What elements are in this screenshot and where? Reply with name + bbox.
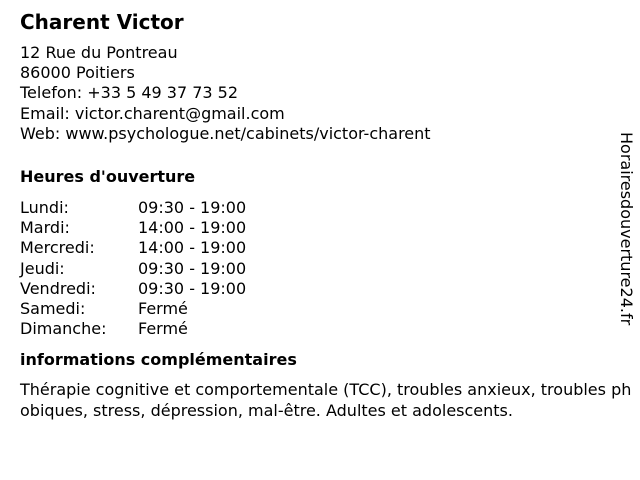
day-label: Jeudi: — [20, 258, 65, 278]
day-label: Mardi: — [20, 218, 70, 238]
hours-row-tuesday — [20, 218, 620, 238]
time-value: 09:30 - 19:00 — [138, 278, 247, 298]
time-value: 14:00 - 19:00 — [138, 218, 247, 238]
time-value: Fermé — [138, 319, 188, 339]
day-label: Dimanche: — [20, 319, 107, 339]
watermark-text: Horairesdouverture24.fr — [617, 132, 636, 326]
contact-block — [20, 43, 620, 144]
email-address: Email: victor.charent@gmail.com — [20, 103, 285, 123]
opening-hours-table — [20, 198, 620, 339]
hours-row-monday — [20, 198, 620, 218]
opening-hours-heading: Heures d'ouverture — [20, 167, 196, 187]
additional-info-text: Thérapie cognitive et comportementale (TCC), troubles anxieux, troubles phobiques, stress, dépression, mal-être. Adultes et adolescents. — [20, 380, 632, 421]
hours-row-wednesday — [20, 238, 620, 258]
business-name: Charent Victor — [20, 10, 184, 34]
hours-row-sunday — [20, 319, 620, 339]
hours-row-thursday — [20, 259, 620, 279]
day-label: Mercredi: — [20, 238, 95, 258]
hours-row-friday — [20, 279, 620, 299]
time-value: 09:30 - 19:00 — [138, 198, 247, 218]
city-address: 86000 Poitiers — [20, 63, 135, 83]
day-label: Lundi: — [20, 198, 69, 218]
day-label: Samedi: — [20, 299, 86, 319]
day-label: Vendredi: — [20, 278, 96, 298]
time-value: 09:30 - 19:00 — [138, 258, 247, 278]
time-value: Fermé — [138, 299, 188, 319]
website-address: Web: www.psychologue.net/cabinets/victor-charent — [20, 123, 431, 143]
phone-number: Telefon: +33 5 49 37 73 52 — [20, 83, 239, 103]
additional-info-heading: informations complémentaires — [20, 350, 297, 370]
street-address: 12 Rue du Pontreau — [20, 43, 178, 62]
hours-row-saturday — [20, 299, 620, 319]
time-value: 14:00 - 19:00 — [138, 238, 247, 258]
